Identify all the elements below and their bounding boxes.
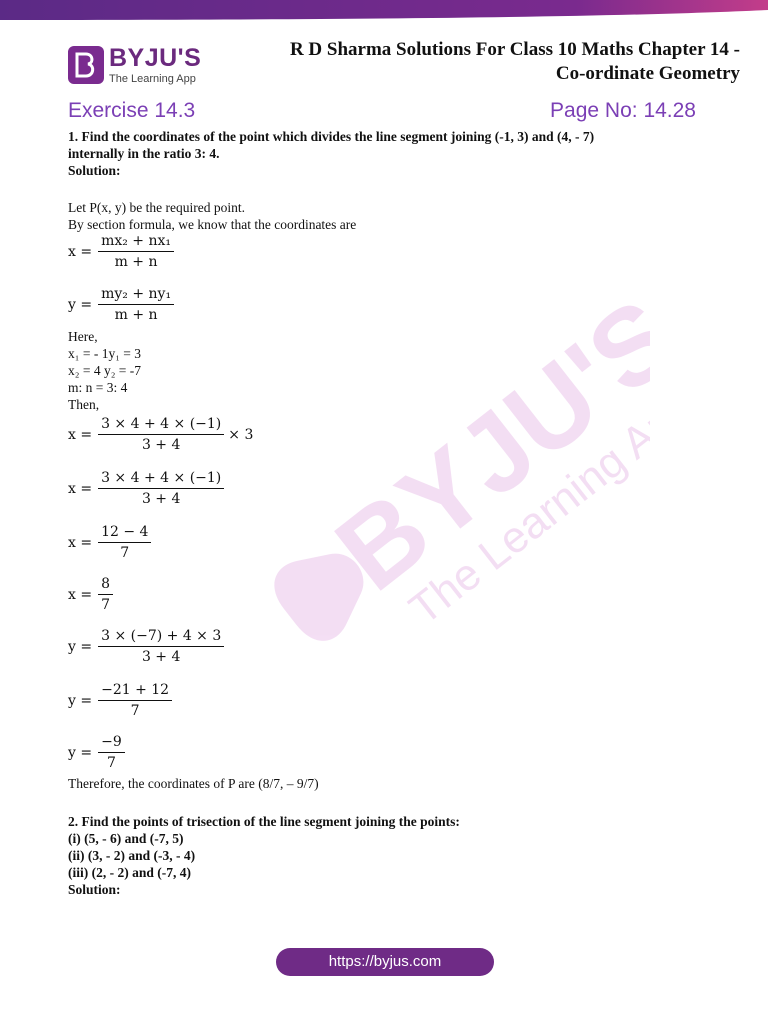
step-y-2: y = $\frac{-21 + 12}{7}$ <box>68 682 172 719</box>
byjus-watermark-icon <box>230 290 650 710</box>
section-formula-x: x = $\frac{\text{mx₂ + nx₁}}{m + n}$ <box>68 233 174 270</box>
fraction-numerator: mx₂ + nx₁ <box>98 233 174 252</box>
then-label: Then, <box>68 397 100 412</box>
given-ratio: m: n = 3: 4 <box>68 380 128 395</box>
q1-conclusion: Therefore, the coordinates of P are (8/7, – 9/7) <box>68 776 319 791</box>
brand-tagline: The Learning App <box>109 73 196 85</box>
question-2-part-2: (ii) (3, - 2) and (-3, - 4) <box>68 848 196 863</box>
document-title-line1: R D Sharma Solutions For Class 10 Maths Chapter 14 - <box>289 39 740 60</box>
solution-1-label: Solution: <box>68 163 121 178</box>
byjus-logo <box>68 44 208 88</box>
logo-badge-icon <box>68 46 104 84</box>
question-2-part-3: (iii) (2, - 2) and (-7, 4) <box>68 865 191 880</box>
exercise-title: Exercise 14.3 <box>68 99 196 122</box>
here-label: Here, <box>68 329 98 344</box>
step-x-3: x = $\frac{12 - 4}{7}$ <box>68 524 151 561</box>
let-statement: Let P(x, y) be the required point. <box>68 200 245 215</box>
question-1-text-line2: internally in the ratio 3: 4. <box>68 146 220 161</box>
section-formula-y: y = $\frac{\text{my₂ + ny₁}}{m + n}$ <box>68 286 174 323</box>
step-x-4: x = $\frac{8}{7}$ <box>68 576 113 613</box>
svg-text:The Learning App: The Learning App <box>400 381 650 635</box>
fraction-denominator: m + n <box>114 254 158 270</box>
svg-text:BYJU'S: BYJU'S <box>313 290 650 615</box>
question-2-part-1: (i) (5, - 6) and (-7, 5) <box>68 831 184 846</box>
given-values-2: x₂ = 4 y₂ = -7 <box>68 363 142 378</box>
solution-2-label: Solution: <box>68 882 121 897</box>
page-number: Page No: 14.28 <box>550 99 696 122</box>
question-1-text-line1: 1. Find the coordinates of the point which divides the line segment joining (-1, 3) and (4, - 7) <box>68 129 595 144</box>
formula-intro: By section formula, we know that the coordinates are <box>68 217 357 232</box>
given-values-1: x₁ = - 1y₁ = 3 <box>68 346 142 361</box>
step-x-1: x = $\frac{3 \times 4 + 4 \times (-1)}{3 + 4}$ × 3 <box>68 416 254 453</box>
fraction-denominator: m + n <box>114 307 158 323</box>
document-title <box>290 38 740 86</box>
step-y-1: y = $\frac{3 \times (-7) + 4 \times 3}{3 + 4}$ <box>68 628 224 665</box>
website-link[interactable]: https://byjus.com <box>276 948 494 976</box>
fraction-numerator: my₂ + ny₁ <box>98 286 174 305</box>
question-2-text: 2. Find the points of trisection of the line segment joining the points: <box>68 814 460 829</box>
step-x-2: x = $\frac{3 \times 4 + 4 \times (-1)}{3 + 4}$ <box>68 470 224 507</box>
header-band <box>0 0 768 20</box>
document-title-line2: Co-ordinate Geometry <box>555 63 740 84</box>
brand-name: BYJU'S <box>109 44 202 72</box>
step-y-3: y = $\frac{-9}{7}$ <box>68 734 125 771</box>
